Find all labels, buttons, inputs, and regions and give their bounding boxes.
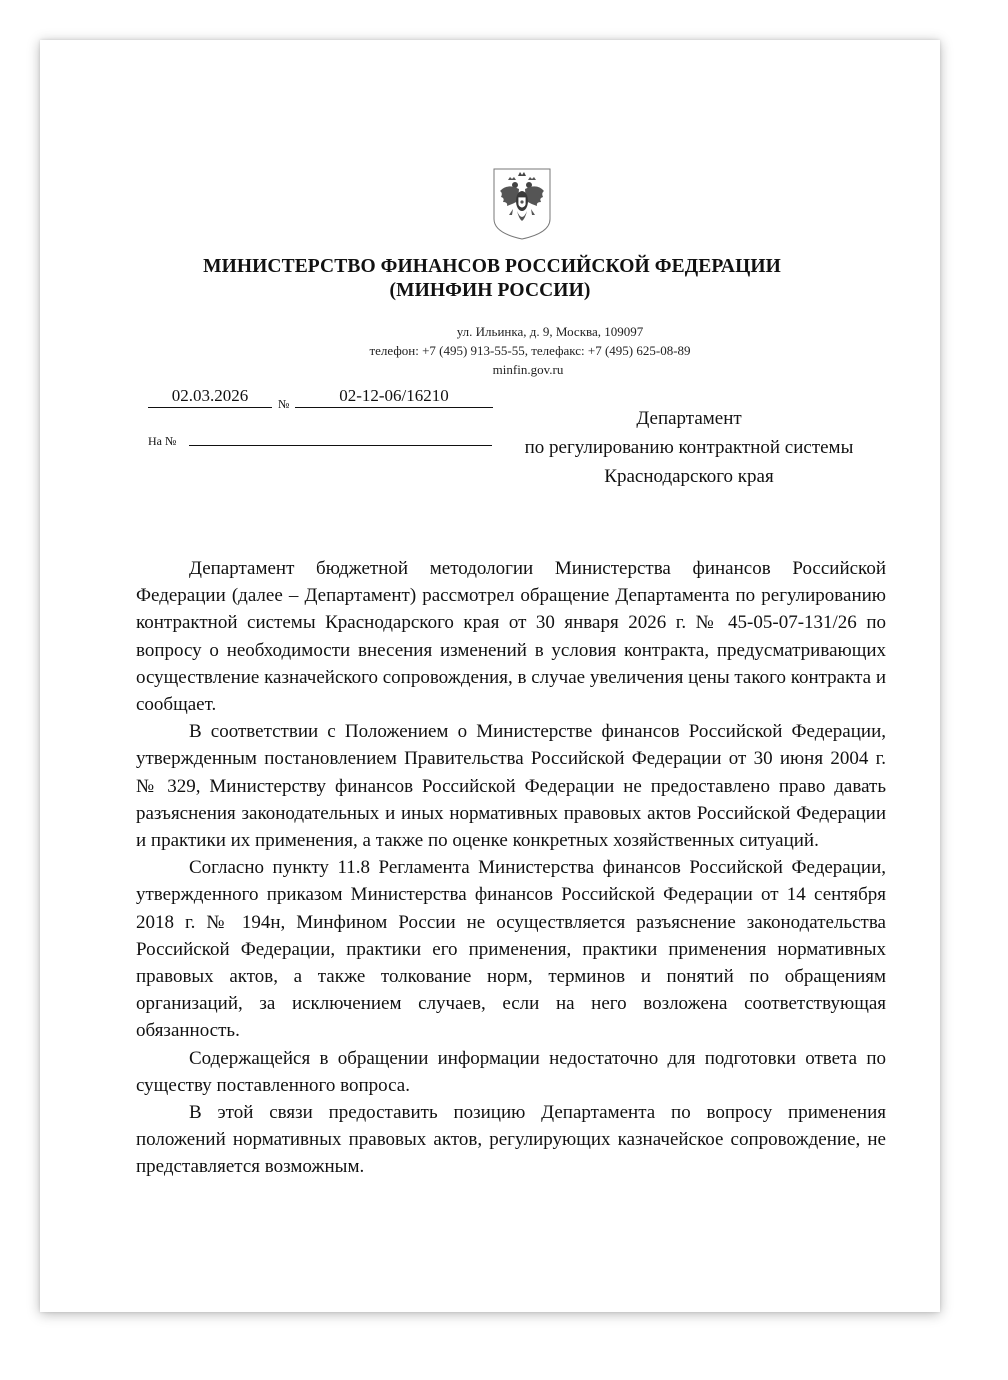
- recipient-line: Краснодарского края: [604, 466, 774, 487]
- ministry-name: МИНИСТЕРСТВО ФИНАНСОВ РОССИЙСКОЙ ФЕДЕРАЦИИ: [203, 256, 781, 277]
- document-number: 02-12-06/16210: [295, 386, 493, 408]
- body-paragraph: В соответствии с Положением о Министерстве финансов Российской Федерации, утвержденным постановлением Правительства Российской Федерации от 30 июня 2004 г. № 329, Министерству финансов Российской Федерации не предоставлено право давать разъяснения законодательных и иных нормативных правовых актов Российской Федерации и практики их применения, а также по оценке конкретных хозяйственных ситуаций.: [136, 721, 886, 852]
- ministry-phone: телефон: +7 (495) 913-55-55, телефакс: +7 (495) 625-08-89: [369, 343, 691, 358]
- reference-label: На №: [148, 434, 177, 448]
- number-label: №: [278, 397, 290, 411]
- ministry-short-name: (МИНФИН РОССИИ): [389, 280, 591, 301]
- ministry-address: ул. Ильинка, д. 9, Москва, 109097: [456, 324, 644, 339]
- recipient-line: по регулированию контрактной системы: [524, 437, 854, 458]
- body-paragraph: Согласно пункту 11.8 Регламента Министерства финансов Российской Федерации, утвержденного приказом Министерства финансов Российской Федерации от 14 сентября 2018 г. № 194н, Минфином России не осуществляется разъяснение законодательства Российской Федерации, практики его применения, практики применения нормативных правовых актов, а также толкование норм, терминов и понятий по обращениям организаций, за исключением случаев, если на него возложена соответствующая обязанность.: [136, 857, 886, 1042]
- ministry-website: minfin.gov.ru: [492, 362, 564, 377]
- reference-blank-line: [189, 445, 492, 446]
- letter-body: [136, 555, 886, 1181]
- recipient-block: [500, 404, 878, 491]
- coat-of-arms-icon: [491, 167, 553, 241]
- letter-page: [40, 40, 940, 1312]
- body-paragraph: Департамент бюджетной методологии Министерства финансов Российской Федерации (далее – Департамент) рассмотрел обращение Департамента по регулированию контрактной системы Краснодарского края от 30 января 2026 г. № 45-05-07-131/26 по вопросу о необходимости внесения изменений в условия контракта, предусматривающих осуществление казначейского сопровождения, в случае увеличения цены такого контракта и сообщает.: [136, 558, 886, 716]
- document-date: 02.03.2026: [148, 386, 272, 408]
- body-paragraph: Содержащейся в обращении информации недостаточно для подготовки ответа по существу поставленного вопроса.: [136, 1047, 886, 1096]
- recipient-line: Департамент: [636, 408, 742, 429]
- body-paragraph: В этой связи предоставить позицию Департамента по вопросу применения положений нормативных правовых актов, регулирующих казначейское сопровождение, не представляется возможным.: [136, 1102, 886, 1178]
